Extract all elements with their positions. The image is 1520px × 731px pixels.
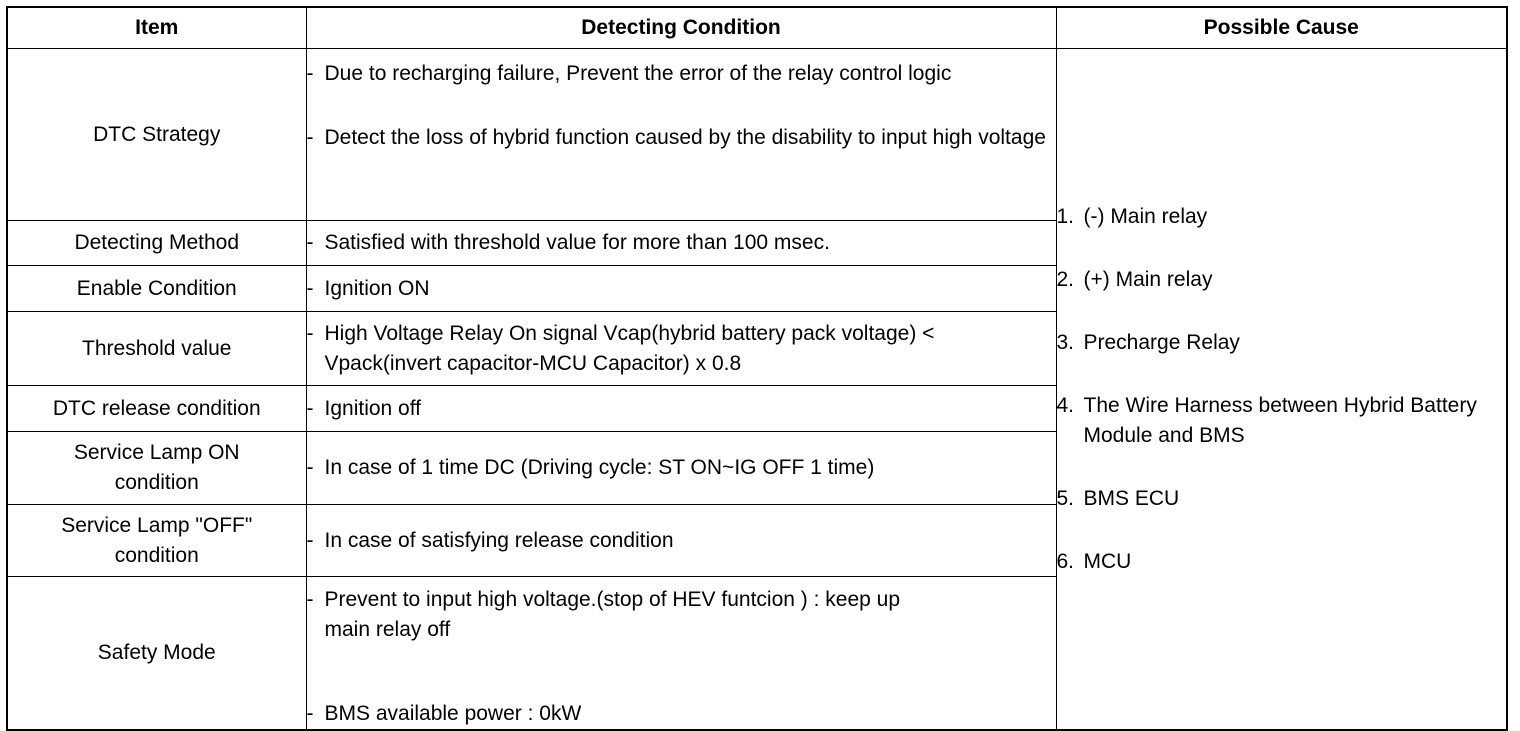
condition-bullet xyxy=(307,394,1056,424)
condition-text: Satisfied with threshold value for more than 100 msec. xyxy=(324,231,830,254)
cause-number: 1. xyxy=(1056,204,1075,228)
table-header-row xyxy=(7,7,1507,49)
dash-mark: - xyxy=(306,276,314,300)
cause-item xyxy=(1057,328,1507,358)
row-item-dtc-strategy xyxy=(7,49,306,221)
condition-text: Due to recharging failure, Prevent the error of the relay control logic xyxy=(324,62,952,85)
row-condition xyxy=(306,49,1056,221)
cause-item xyxy=(1057,391,1507,451)
item-label: Service Lamp "OFF" condition xyxy=(61,513,253,567)
row-condition xyxy=(306,312,1056,386)
dash-mark: - xyxy=(306,126,314,149)
condition-text: Prevent to input high voltage.(stop of HEV funtcion ) : keep up main relay off xyxy=(324,588,901,641)
row-item-service-lamp-on xyxy=(7,432,306,505)
row-condition xyxy=(306,505,1056,577)
condition-bullet xyxy=(307,228,1056,258)
row-condition xyxy=(306,266,1056,312)
dash-mark: - xyxy=(306,528,314,552)
header-possible-cause: Possible Cause xyxy=(1056,7,1507,49)
cause-item xyxy=(1057,484,1507,514)
condition-bullet xyxy=(307,319,1056,379)
condition-bullet xyxy=(307,59,1056,89)
row-condition xyxy=(306,577,1056,731)
header-item: Item xyxy=(7,7,306,49)
cause-number: 6. xyxy=(1056,549,1075,573)
condition-text: BMS available power : 0kW xyxy=(324,702,582,725)
row-item-dtc-release-condition xyxy=(7,386,306,432)
cause-number: 5. xyxy=(1056,486,1075,510)
item-label: Detecting Method xyxy=(74,231,240,254)
dtc-table xyxy=(6,6,1508,731)
row-item-enable-condition xyxy=(7,266,306,312)
dash-mark: - xyxy=(306,588,314,611)
cause-item xyxy=(1057,265,1507,295)
dash-mark: - xyxy=(306,231,314,254)
condition-text: Ignition ON xyxy=(324,276,430,300)
condition-text: Ignition off xyxy=(324,396,422,420)
condition-text: High Voltage Relay On signal Vcap(hybrid battery pack voltage) < Vpack(invert capacitor-MCU Capacitor) x 0.8 xyxy=(324,321,935,375)
item-label: Threshold value xyxy=(82,336,232,360)
row-item-threshold-value xyxy=(7,312,306,386)
row-item-safety-mode xyxy=(7,577,306,731)
dash-mark: - xyxy=(306,702,314,725)
item-label: DTC Strategy xyxy=(93,122,221,146)
dash-mark: - xyxy=(306,396,314,420)
condition-text: Detect the loss of hybrid function caused by the disability to input high voltage xyxy=(324,126,1046,149)
header-detecting-condition: Detecting Condition xyxy=(306,7,1056,49)
condition-bullet xyxy=(307,274,1056,304)
table-row xyxy=(7,49,1507,221)
dash-mark: - xyxy=(306,321,314,345)
item-label: DTC release condition xyxy=(52,396,261,420)
item-label: Service Lamp ON condition xyxy=(73,441,240,494)
row-item-detecting-method xyxy=(7,221,306,266)
cause-number: 3. xyxy=(1056,330,1075,354)
item-label: Enable Condition xyxy=(76,276,237,300)
cause-number: 4. xyxy=(1056,393,1075,417)
condition-bullet xyxy=(307,585,937,645)
cause-item xyxy=(1057,202,1507,232)
row-condition xyxy=(306,221,1056,266)
condition-bullet xyxy=(307,123,1056,153)
cause-text: MCU xyxy=(1083,549,1132,573)
cause-text: BMS ECU xyxy=(1083,486,1180,510)
row-condition xyxy=(306,432,1056,505)
cause-text: (-) Main relay xyxy=(1083,204,1208,228)
cause-number: 2. xyxy=(1056,267,1075,291)
condition-text: In case of satisfying release condition xyxy=(324,528,674,552)
cause-text: (+) Main relay xyxy=(1083,267,1213,291)
condition-bullet xyxy=(307,526,1056,556)
condition-bullet xyxy=(307,699,1056,729)
row-condition xyxy=(306,386,1056,432)
cause-text: The Wire Harness between Hybrid Battery Module and BMS xyxy=(1083,393,1477,447)
possible-cause-cell xyxy=(1056,49,1507,731)
row-item-service-lamp-off xyxy=(7,505,306,577)
condition-bullet xyxy=(307,453,1056,483)
cause-text: Precharge Relay xyxy=(1083,330,1240,354)
cause-item xyxy=(1057,547,1507,577)
condition-text: In case of 1 time DC (Driving cycle: ST ON~IG OFF 1 time) xyxy=(324,456,875,479)
dash-mark: - xyxy=(306,456,314,479)
dash-mark: - xyxy=(306,62,314,85)
item-label: Safety Mode xyxy=(97,641,216,664)
